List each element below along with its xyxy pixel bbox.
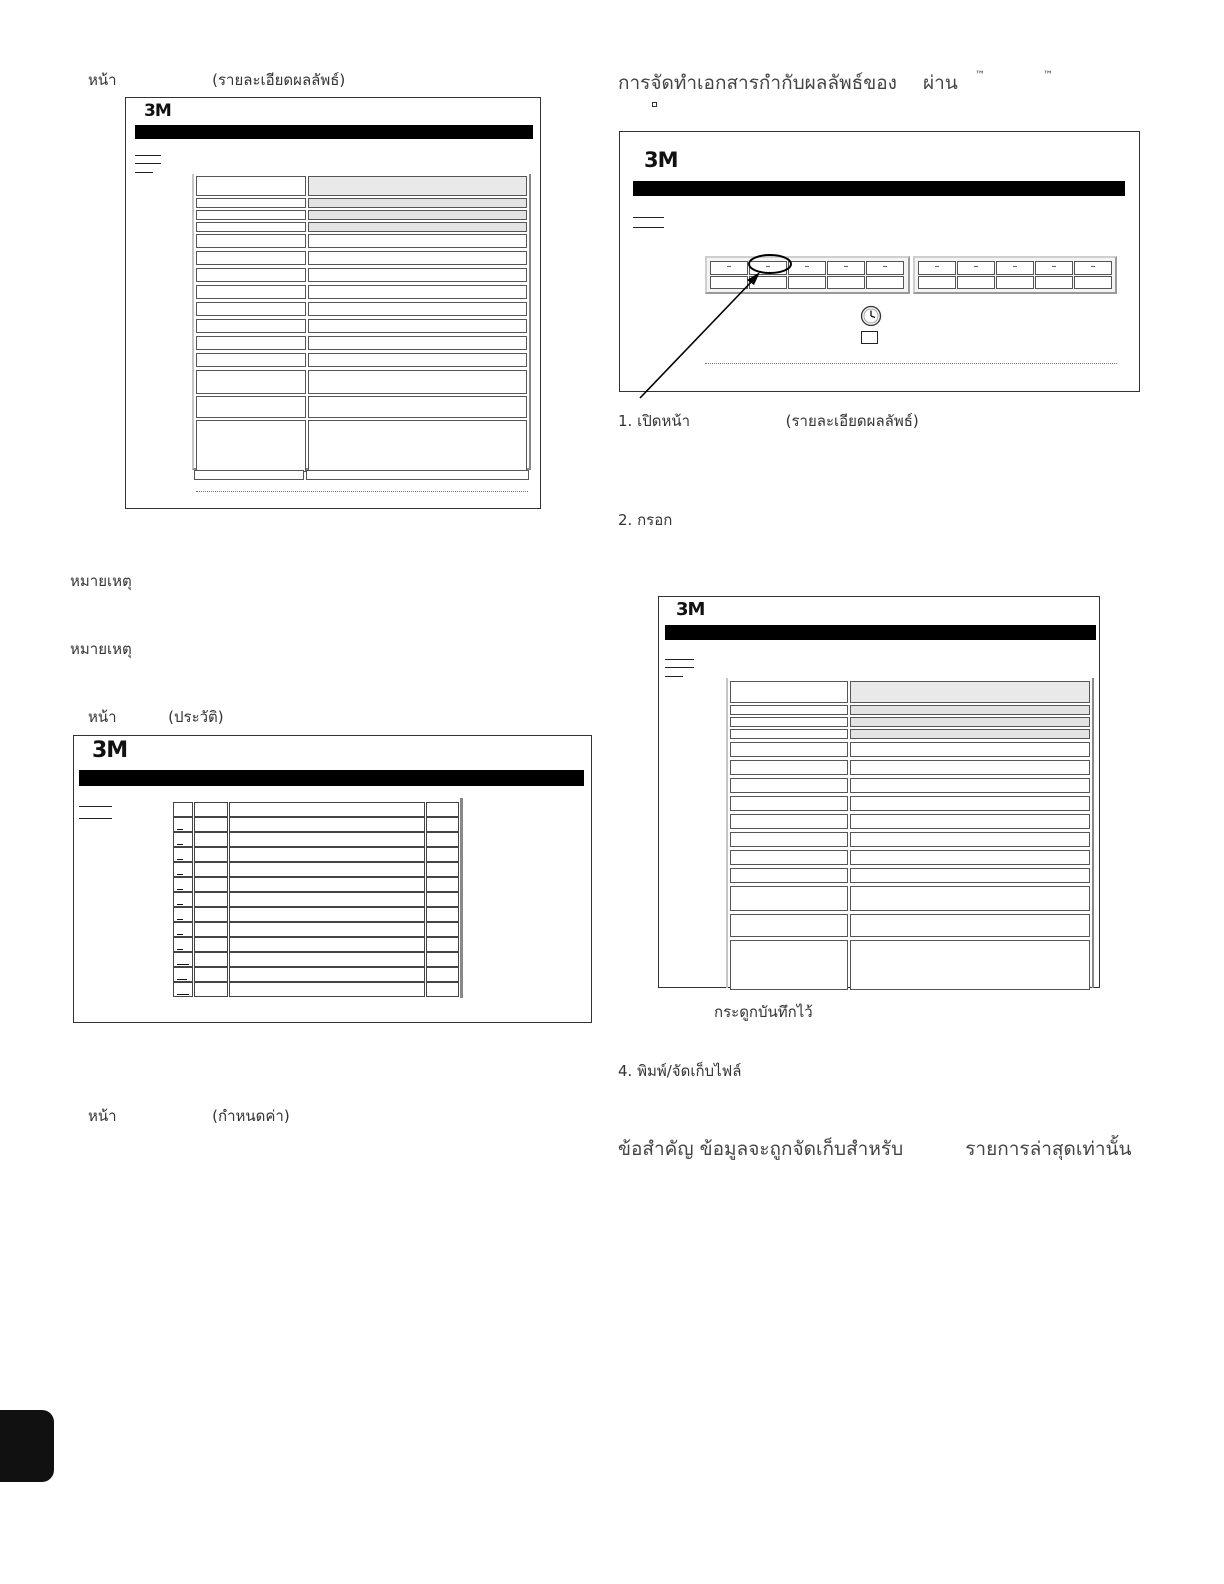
date-cell[interactable]: – bbox=[996, 261, 1034, 275]
form-row bbox=[730, 940, 1090, 990]
value-input[interactable] bbox=[850, 886, 1090, 911]
detail-form bbox=[192, 174, 531, 470]
form-row bbox=[196, 420, 527, 472]
form-row bbox=[194, 470, 529, 480]
label-cell bbox=[196, 353, 306, 367]
value-input[interactable] bbox=[308, 319, 527, 333]
small-box-icon bbox=[652, 102, 657, 107]
form-row bbox=[196, 285, 527, 299]
trademark-symbol: ™ bbox=[1043, 70, 1053, 81]
date-cell[interactable] bbox=[996, 276, 1034, 289]
label-cell bbox=[730, 850, 848, 865]
table-row[interactable] bbox=[173, 862, 459, 877]
value-input[interactable] bbox=[308, 285, 527, 299]
form-row bbox=[196, 370, 527, 394]
label-cell bbox=[196, 396, 306, 418]
label-cell bbox=[196, 336, 306, 350]
date-cell[interactable]: – bbox=[918, 261, 956, 275]
label-cell bbox=[196, 234, 306, 248]
label-cell bbox=[196, 198, 306, 208]
value-cell bbox=[308, 198, 527, 208]
date-cell[interactable] bbox=[827, 276, 865, 289]
value-cell bbox=[308, 176, 527, 196]
label-cell bbox=[730, 868, 848, 883]
nav-link[interactable] bbox=[135, 155, 161, 156]
value-input[interactable] bbox=[850, 850, 1090, 865]
table-row[interactable] bbox=[173, 832, 459, 847]
header-bar bbox=[79, 770, 584, 786]
form-row bbox=[730, 778, 1090, 793]
label-cell bbox=[730, 886, 848, 911]
note-label: หมายเหตุ bbox=[70, 640, 132, 658]
form-row bbox=[196, 396, 527, 418]
value-input[interactable] bbox=[308, 370, 527, 394]
table-row[interactable] bbox=[173, 847, 459, 862]
date-cell[interactable] bbox=[1074, 276, 1112, 289]
comment-textarea[interactable] bbox=[308, 420, 527, 472]
history-screenshot bbox=[73, 735, 592, 1023]
nav-link[interactable] bbox=[665, 667, 694, 668]
table-row[interactable] bbox=[173, 877, 459, 892]
step-1: 1. เปิดหน้า (รายละเอียดผลลัพธ์) bbox=[618, 412, 919, 430]
history-caption: หน้า (ประวัติ) bbox=[88, 708, 224, 726]
date-cell[interactable]: – bbox=[788, 261, 826, 275]
label-cell bbox=[196, 370, 306, 394]
logo-3m: 3M bbox=[92, 738, 128, 763]
step-4: 4. พิมพ์/จัดเก็บไฟล์ bbox=[618, 1062, 742, 1080]
nav-link[interactable] bbox=[79, 806, 112, 807]
date-cell[interactable] bbox=[1035, 276, 1073, 289]
form-row bbox=[196, 302, 527, 316]
history-table bbox=[173, 802, 459, 998]
date-cell[interactable] bbox=[866, 276, 904, 289]
value-input[interactable] bbox=[308, 396, 527, 418]
form-row bbox=[730, 717, 1090, 727]
label-cell bbox=[196, 420, 306, 472]
saved-caption: กระดูกบันทึกไว้ bbox=[714, 1003, 813, 1021]
logo-3m: 3M bbox=[144, 101, 171, 121]
nav-link[interactable] bbox=[633, 227, 664, 228]
label-cell bbox=[730, 814, 848, 829]
table-row[interactable] bbox=[173, 967, 459, 982]
date-cell[interactable]: – bbox=[1035, 261, 1073, 275]
form-row bbox=[196, 268, 527, 282]
section-tab bbox=[0, 1410, 54, 1482]
detail-screenshot bbox=[125, 97, 541, 509]
form-row bbox=[196, 336, 527, 350]
nav-link[interactable] bbox=[633, 217, 664, 218]
value-cell bbox=[308, 210, 527, 220]
form-row bbox=[196, 176, 527, 196]
date-cell[interactable]: – bbox=[710, 261, 748, 275]
form-row bbox=[196, 251, 527, 265]
value-input[interactable] bbox=[850, 914, 1090, 937]
form-row bbox=[730, 742, 1090, 757]
logo-3m: 3M bbox=[676, 599, 705, 620]
table-row[interactable] bbox=[173, 982, 459, 997]
divider bbox=[196, 491, 528, 492]
date-cell[interactable]: – bbox=[827, 261, 865, 275]
label-cell bbox=[196, 268, 306, 282]
value-input[interactable] bbox=[850, 832, 1090, 847]
form-row bbox=[196, 222, 527, 232]
table-row[interactable] bbox=[173, 937, 459, 952]
form-row bbox=[730, 850, 1090, 865]
nav-link[interactable] bbox=[79, 818, 112, 819]
checkbox-icon[interactable] bbox=[861, 331, 878, 344]
form-row bbox=[196, 210, 527, 220]
step-2: 2. กรอก bbox=[618, 511, 673, 529]
scrollbar[interactable] bbox=[460, 798, 463, 998]
value-input[interactable] bbox=[308, 302, 527, 316]
nav-link[interactable] bbox=[665, 659, 694, 660]
table-row[interactable] bbox=[173, 817, 459, 832]
form-row bbox=[196, 198, 527, 208]
label-cell bbox=[730, 681, 848, 703]
value-input[interactable] bbox=[850, 742, 1090, 757]
form-row bbox=[730, 832, 1090, 847]
form-row bbox=[730, 760, 1090, 775]
detail-screenshot-filled bbox=[658, 596, 1100, 988]
label-cell bbox=[730, 760, 848, 775]
label-cell bbox=[196, 210, 306, 220]
value-cell bbox=[850, 717, 1090, 727]
value-input[interactable] bbox=[850, 760, 1090, 775]
value-input[interactable] bbox=[308, 268, 527, 282]
form-row bbox=[730, 914, 1090, 937]
clock-icon bbox=[860, 305, 882, 327]
important-note: ข้อสำคัญ ข้อมูลจะถูกจัดเก็บสำหรับ รายการล่าสุดเท่านั้น bbox=[618, 1138, 1132, 1160]
header-bar bbox=[633, 181, 1125, 196]
date-group bbox=[913, 256, 1117, 294]
header-bar bbox=[665, 625, 1096, 640]
date-cell[interactable]: – bbox=[1074, 261, 1112, 275]
form-row bbox=[730, 796, 1090, 811]
label-cell bbox=[194, 470, 304, 480]
table-row[interactable] bbox=[173, 907, 459, 922]
note-label: หมายเหตุ bbox=[70, 572, 132, 590]
label-cell bbox=[196, 319, 306, 333]
date-cell[interactable] bbox=[957, 276, 995, 289]
label-cell bbox=[730, 940, 848, 990]
label-cell bbox=[730, 705, 848, 715]
nav-link[interactable] bbox=[135, 163, 161, 164]
value-cell bbox=[306, 470, 529, 480]
label-cell bbox=[196, 222, 306, 232]
value-cell bbox=[850, 729, 1090, 739]
date-cell[interactable]: – bbox=[749, 261, 787, 275]
header-bar bbox=[135, 125, 533, 139]
comment-textarea[interactable] bbox=[850, 940, 1090, 990]
label-cell bbox=[730, 729, 848, 739]
label-cell bbox=[196, 302, 306, 316]
label-cell bbox=[730, 796, 848, 811]
form-row bbox=[730, 729, 1090, 739]
settings-caption: หน้า (กำหนดค่า) bbox=[88, 1107, 290, 1125]
nav-link[interactable] bbox=[135, 172, 153, 173]
value-input[interactable] bbox=[850, 796, 1090, 811]
label-cell bbox=[730, 914, 848, 937]
date-cell[interactable] bbox=[918, 276, 956, 289]
date-cell[interactable]: – bbox=[957, 261, 995, 275]
form-row bbox=[730, 868, 1090, 883]
form-row bbox=[196, 319, 527, 333]
table-row[interactable] bbox=[173, 922, 459, 937]
date-cell[interactable]: – bbox=[866, 261, 904, 275]
value-input[interactable] bbox=[308, 234, 527, 248]
label-cell bbox=[730, 742, 848, 757]
value-input[interactable] bbox=[850, 778, 1090, 793]
label-cell bbox=[196, 176, 306, 196]
value-input[interactable] bbox=[308, 336, 527, 350]
value-input[interactable] bbox=[308, 251, 527, 265]
label-cell bbox=[730, 778, 848, 793]
table-row[interactable] bbox=[173, 952, 459, 967]
form-row bbox=[730, 814, 1090, 829]
detail-form bbox=[726, 678, 1094, 988]
value-cell bbox=[850, 681, 1090, 703]
form-row bbox=[730, 886, 1090, 911]
table-row[interactable] bbox=[173, 802, 459, 817]
table-row[interactable] bbox=[173, 892, 459, 907]
label-cell bbox=[196, 251, 306, 265]
annotation-arrow bbox=[630, 250, 800, 405]
label-cell bbox=[730, 717, 848, 727]
value-input[interactable] bbox=[850, 814, 1090, 829]
section-heading: การจัดทำเอกสารกำกับผลลัพธ์ของ ผ่าน bbox=[618, 72, 958, 94]
value-cell bbox=[308, 222, 527, 232]
form-row bbox=[196, 234, 527, 248]
form-row bbox=[730, 681, 1090, 703]
value-input[interactable] bbox=[850, 868, 1090, 883]
detail-caption: หน้า (รายละเอียดผลลัพธ์) bbox=[88, 71, 346, 89]
logo-3m: 3M bbox=[644, 148, 678, 172]
value-cell bbox=[850, 705, 1090, 715]
form-row bbox=[196, 353, 527, 367]
trademark-symbol: ™ bbox=[975, 70, 985, 81]
label-cell bbox=[196, 285, 306, 299]
label-cell bbox=[730, 832, 848, 847]
value-input[interactable] bbox=[308, 353, 527, 367]
form-row bbox=[730, 705, 1090, 715]
nav-link[interactable] bbox=[665, 676, 683, 677]
